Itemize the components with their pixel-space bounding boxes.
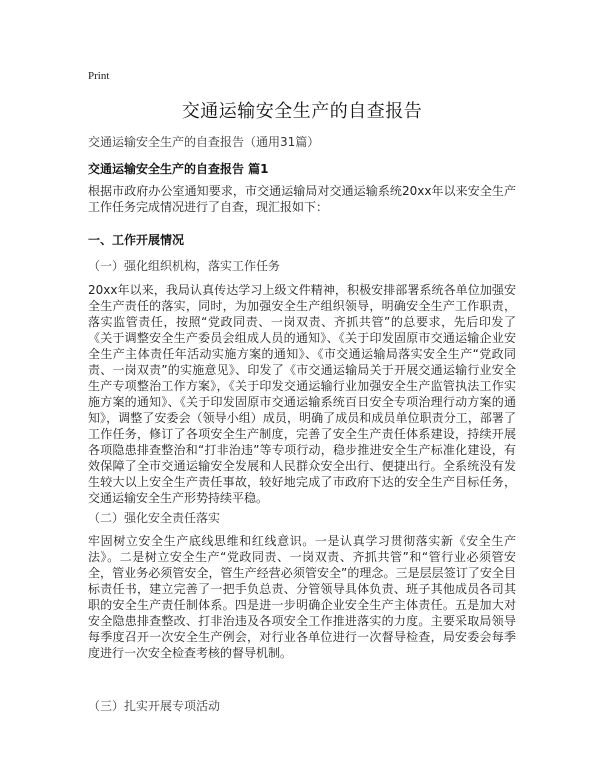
document-title: 交通运输安全生产的自查报告 xyxy=(181,101,423,122)
subsection-heading-2: （二）强化安全责任落实 xyxy=(88,511,221,525)
subsection-1-body: 20xx年以来，我局认真传达学习上级文件精神，积极安排部署系统各单位加强安全生产责任的落实，同时，为加强安全生产组织领导，明确安全生产工作职责，落实监管责任，按照“党政同责、一岗双责、齐抓共管”的总要求，先后印发了《关于调整安全生产委员会组成人员的通知》、《关于印发固原市交通运输企业安全生产主体责任年活动实施方案的通知》、《市交通运输局落实安全生产“党政同责、一岗双责”的实施意见》、印发了《市交通运输局关于开展交通运输行业安全生产专项整治工作方案》，《关于印发交通运输行业加强安全生产监管执法工作实施方案的通知》、《关于印发固原市交通运输系统百日安全专项治理行动方案的通知》，调整了安委会（领导小组）成员，明确了成员和成员单位职责分工，部署了工作任务，修订了各项安全生产制度，完善了安全生产责任体系建设，持续开展各项隐患排查整治和“打非治违”等专项行动，稳步推进安全生产标准化建设，有效保障了全市交通运输安全发展和人民群众安全出行、便捷出行。全系统没有发生较大以上安全生产责任事故，较好地完成了市政府下达的安全生产目标任务，交通运输安全生产形势持续平稳。 xyxy=(88,283,516,505)
subsection-heading-1: （一）强化组织机构，落实工作任务 xyxy=(88,259,281,273)
section-heading-work-status: 一、工作开展情况 xyxy=(88,233,185,247)
subsection-2-body: 牢固树立安全生产底线思维和红线意识。一是认真学习贯彻落实新《安全生产法》。二是树立安全生产“党政同责、一岗双责、齐抓共管”和“管行业必须管安全，管业务必须管安全，管生产经营必须管安全”的理念。三是层层签订了安全目标责任书，建立完善了一把手负总责、分管领导具体负责、班子其他成员各司其职的安全生产责任制体系。四是进一步明确企业安全生产主体责任。五是加大对安全隐患排查整改、打非治违及各项安全工作推进落实的力度。主要采取局领导每季度召开一次安全生产例会，对行业各单位进行一次督导检查，局安委会每季度进行一次安全检查考核的督导机制。 xyxy=(88,534,516,660)
document-subtitle: 交通运输安全生产的自查报告（通用31篇） xyxy=(88,135,320,149)
subsection-heading-3: （三）扎实开展专项活动 xyxy=(88,699,221,713)
intro-paragraph: 根据市政府办公室通知要求，市交通运输局对交通运输系统20xx年以来安全生产工作任务完成情况进行了自查，现汇报如下： xyxy=(88,184,516,214)
article-heading: 交通运输安全生产的自查报告 篇1 xyxy=(88,162,269,176)
print-link[interactable]: Print xyxy=(88,70,110,82)
